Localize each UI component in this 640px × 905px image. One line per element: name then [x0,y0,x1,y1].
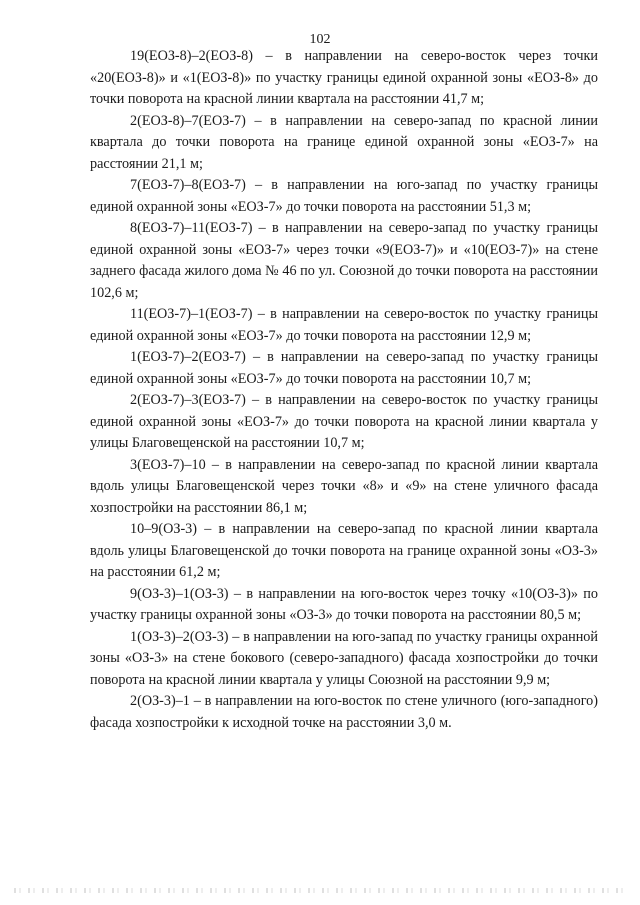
boundary-segment-paragraph: 3(ЕОЗ-7)–10 – в направлении на северо-запад по красной линии квартала вдоль улицы Благовещенской через точки «8» и «9» на стене уличного фасада хозпостройки на расстоянии 86,1 м; [90,456,598,516]
boundary-segment-paragraph: 2(ЕОЗ-7)–3(ЕОЗ-7) – в направлении на северо-восток по участку границы единой охранной зоны «ЕОЗ-7» до точки поворота на красной линии квартала у улицы Благовещенской на расстоянии 10,7 м; [90,392,598,451]
page-number: 102 [309,32,331,47]
boundary-segment-paragraph: 9(ОЗ-3)–1(ОЗ-3) – в направлении на юго-восток через точку «10(ОЗ-3)» по участку границы охранной зоны «ОЗ-3» до точки поворота на расстоянии 80,5 м; [90,585,598,623]
scan-artifact-line [14,888,626,893]
document-body [90,46,598,734]
boundary-segment-paragraph: 19(ЕОЗ-8)–2(ЕОЗ-8) – в направлении на северо-восток через точки «20(ЕОЗ-8)» и «1(ЕОЗ-8)» по участку границы единой охранной зоны «ЕОЗ-8» до точки поворота на красной линии квартала на расстоянии 41,7 м; [90,48,598,107]
boundary-segment-paragraph: 8(ЕОЗ-7)–11(ЕОЗ-7) – в направлении на северо-запад по участку границы единой охранной зоны «ЕОЗ-7» через точки «9(ЕОЗ-7)» и «10(ЕОЗ-7)» на стене заднего фасада жилого дома № 46 по ул. Союзной до точки поворота на расстоянии 102,6 м; [90,220,598,301]
boundary-segment-paragraph: 11(ЕОЗ-7)–1(ЕОЗ-7) – в направлении на северо-восток по участку границы единой охранной зоны «ЕОЗ-7» до точки поворота на расстоянии 12,9 м; [90,306,598,344]
boundary-segment-paragraph: 1(ЕОЗ-7)–2(ЕОЗ-7) – в направлении на северо-запад по участку границы единой охранной зоны «ЕОЗ-7» до точки поворота на расстоянии 10,7 м; [90,349,598,387]
boundary-segment-paragraph: 1(ОЗ-3)–2(ОЗ-3) – в направлении на юго-запад по участку границы охранной зоны «ОЗ-3» на стене бокового (северо-западного) фасада хозпостройки до точки поворота на красной линии квартала у улицы Союзной на расстоянии 9,9 м; [90,628,598,688]
boundary-segment-paragraph: 7(ЕОЗ-7)–8(ЕОЗ-7) – в направлении на юго-запад по участку границы единой охранной зоны «ЕОЗ-7» до точки поворота на расстоянии 51,3 м; [90,177,598,215]
boundary-segment-paragraph: 10–9(ОЗ-3) – в направлении на северо-запад по красной линии квартала вдоль улицы Благовещенской до точки поворота на границе охранной зоны «ОЗ-3» на расстоянии 61,2 м; [90,521,598,580]
boundary-segment-paragraph: 2(ОЗ-3)–1 – в направлении на юго-восток по стене уличного (юго-западного) фасада хозпостройки к исходной точке на расстоянии 3,0 м. [90,693,598,731]
boundary-segment-paragraph: 2(ЕОЗ-8)–7(ЕОЗ-7) – в направлении на северо-запад по красной линии квартала до точки поворота на границе единой охранной зоны «ЕОЗ-7» на расстоянии 21,1 м; [90,112,598,172]
